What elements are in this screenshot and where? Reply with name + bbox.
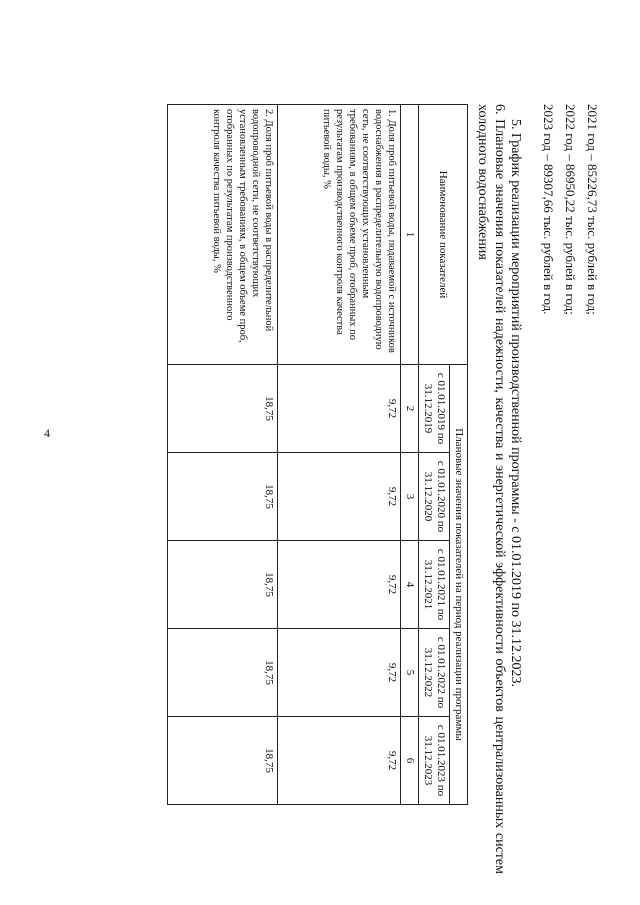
header-group: Плановые значения показателей на период реализации программы — [450, 365, 468, 805]
col-number: 4 — [401, 541, 419, 629]
cost-line-2022: 2022 год – 86950,22 тыс. рублей в год; — [563, 104, 578, 315]
section-6-heading: 6. Плановые значения показателей надежности, качества и энергетической эффективности объектов централизованных систем холодного водоснабжения — [475, 104, 507, 874]
row-1-value: 9,72 — [278, 541, 401, 629]
page-number: 4 — [44, 426, 50, 440]
row-2-name: 2. Доля проб питьевой воды в распределительной водопроводной сети, не соответствующих установленным требованиям, в общем объеме проб, отобранных по результатам производственного контроля качества питьевой воды, % — [168, 105, 278, 365]
row-1-name: 1. Доля проб питьевой воды, подаваемой с источников водоснабжения в распределительную водопроводную сеть, не соответствующих установленным требованиям, в общем объеме проб, отобранных по результатам производственного контроля качества питьевой воды, % — [278, 105, 401, 365]
row-1-value: 9,72 — [278, 629, 401, 717]
row-2-value: 18,75 — [168, 717, 278, 805]
col-number: 2 — [401, 365, 419, 453]
row-2-value: 18,75 — [168, 453, 278, 541]
period-2022: с 01.01.2022 по 31.12.2022 — [419, 629, 450, 717]
col-number: 6 — [401, 717, 419, 805]
row-2-value: 18,75 — [168, 365, 278, 453]
row-2-value: 18,75 — [168, 629, 278, 717]
table-header-row — [450, 105, 468, 805]
row-2-value: 18,75 — [168, 541, 278, 629]
row-1-value: 9,72 — [278, 365, 401, 453]
table-row — [278, 105, 401, 805]
col-number: 3 — [401, 453, 419, 541]
section-5-heading: 5. График реализации мероприятий производственной программы - с 01.01.2019 по 31.12.2023. — [508, 119, 523, 688]
header-name: Наименование показателей — [419, 105, 468, 365]
period-2019: с 01.01.2019 по 31.12.2019 — [419, 365, 450, 453]
period-2023: с 01.01.2023 по 31.12.2023 — [419, 717, 450, 805]
rotated-page-content — [20, 12, 620, 892]
table-row — [168, 105, 278, 805]
cost-line-2023: 2023 год – 89307,66 тыс. рублей в год. — [541, 104, 556, 315]
period-2021: с 01.01.2021 по 31.12.2021 — [419, 541, 450, 629]
cost-line-2021: 2021 год – 85226,73 тыс. рублей в год; — [585, 104, 600, 315]
row-1-value: 9,72 — [278, 717, 401, 805]
row-1-value: 9,72 — [278, 453, 401, 541]
table-number-row — [401, 105, 419, 805]
indicators-table — [167, 104, 468, 805]
col-number: 5 — [401, 629, 419, 717]
col-number: 1 — [401, 105, 419, 365]
period-2020: с 01.01.2020 по 31.12.2020 — [419, 453, 450, 541]
